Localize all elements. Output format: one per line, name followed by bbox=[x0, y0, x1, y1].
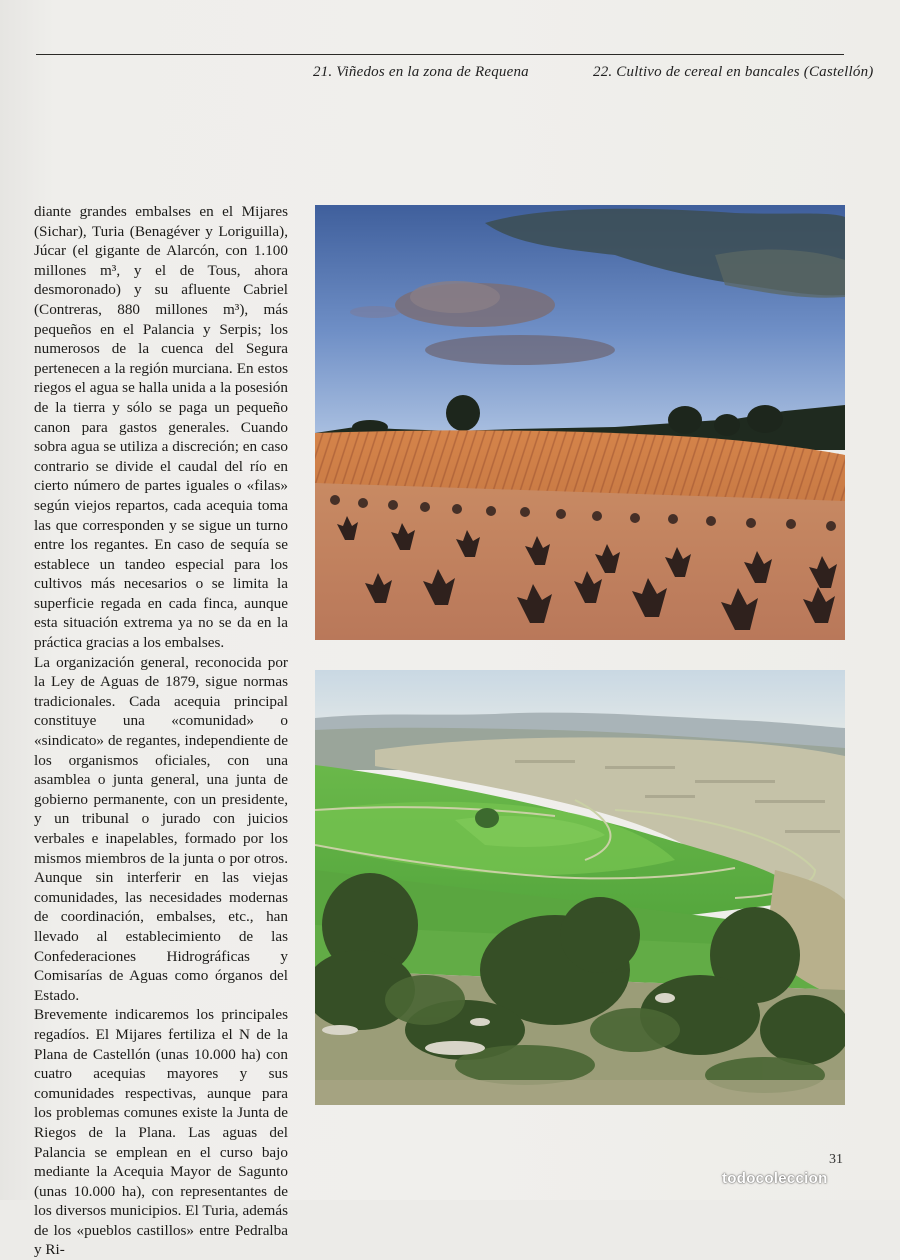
body-paragraph: Brevemente indicaremos los principales regadíos. El Mijares fertiliza el N de la Plana de Castellón (unas 10.000 ha) con cuatro acequias mayores y sus comunidades respectivas, aunque para los problemas comunes existe la Junta de Riegos de la Plana. Las aguas del Palancia se emplean en el curso bajo mediante la Acequia Mayor de Sagunto (unas 10.000 ha), con representantes de los diversos municipios. El Turia, además de los «pueblos castillos» entre Pedralba y Ri- bbox=[34, 1006, 288, 1259]
page-number: 31 bbox=[829, 1152, 843, 1167]
body-text-column bbox=[34, 202, 288, 1260]
photo-caption-21: 21. Viñedos en la zona de Requena bbox=[313, 64, 529, 80]
body-paragraph: La organización general, reconocida por la Ley de Aguas de 1879, sigue normas tradicionales. Cada acequia principal constituye una «comunidad» o «sindicato» de regantes, independiente de los organismos oficiales, con una asamblea o junta general, una junta de gobierno permanente, con un presidente, y un tribunal o jurado con juicios verbales e inapelables, formado por los mismos miembros de la junta o por otros. Aunque sin interferir en las viejas comunidades, las necesidades modernas de coordinación, embalses, etc., han llevado al establecimiento de las Confederaciones Hidrográficas y Comisarías de Aguas como órganos del Estado. bbox=[34, 653, 288, 1004]
vineyard-photo bbox=[315, 205, 845, 640]
watermark-logo: todocoleccion bbox=[722, 1170, 828, 1187]
header-rule bbox=[36, 54, 844, 55]
photo-caption-22: 22. Cultivo de cereal en bancales (Castellón) bbox=[593, 64, 874, 80]
cereal-terraces-photo bbox=[315, 670, 845, 1105]
body-paragraph: diante grandes embalses en el Mijares (Sichar), Turia (Benagéver y Loriguilla), Júcar (el gigante de Alarcón, con 1.100 millones m³, y el de Tous, ahora desmoronado) y su afluente Cabriel (Contreras, 880 millones m³), más pequeños en el Palancia y Serpis; los numerosos de la cuenca del Segura pertenecen a la región murciana. En estos riegos el agua se halla unida a la posesión de la tierra y sólo se paga un pequeño canon para gastos generales. Cuando sobra agua se utiliza a discreción; en caso contrario se divide el caudal del río en cierto número de partes iguales o «filas» según viejos repartos, cada acequia toma las que corresponden y se sigue un turno entre los regantes. En caso de sequía se establece un tandeo especial para los cultivos más necesarios o se limita la superficie regada en cada finca, aunque esta situación extrema ya no se da en la práctica gracias a los embalses. bbox=[34, 203, 288, 652]
